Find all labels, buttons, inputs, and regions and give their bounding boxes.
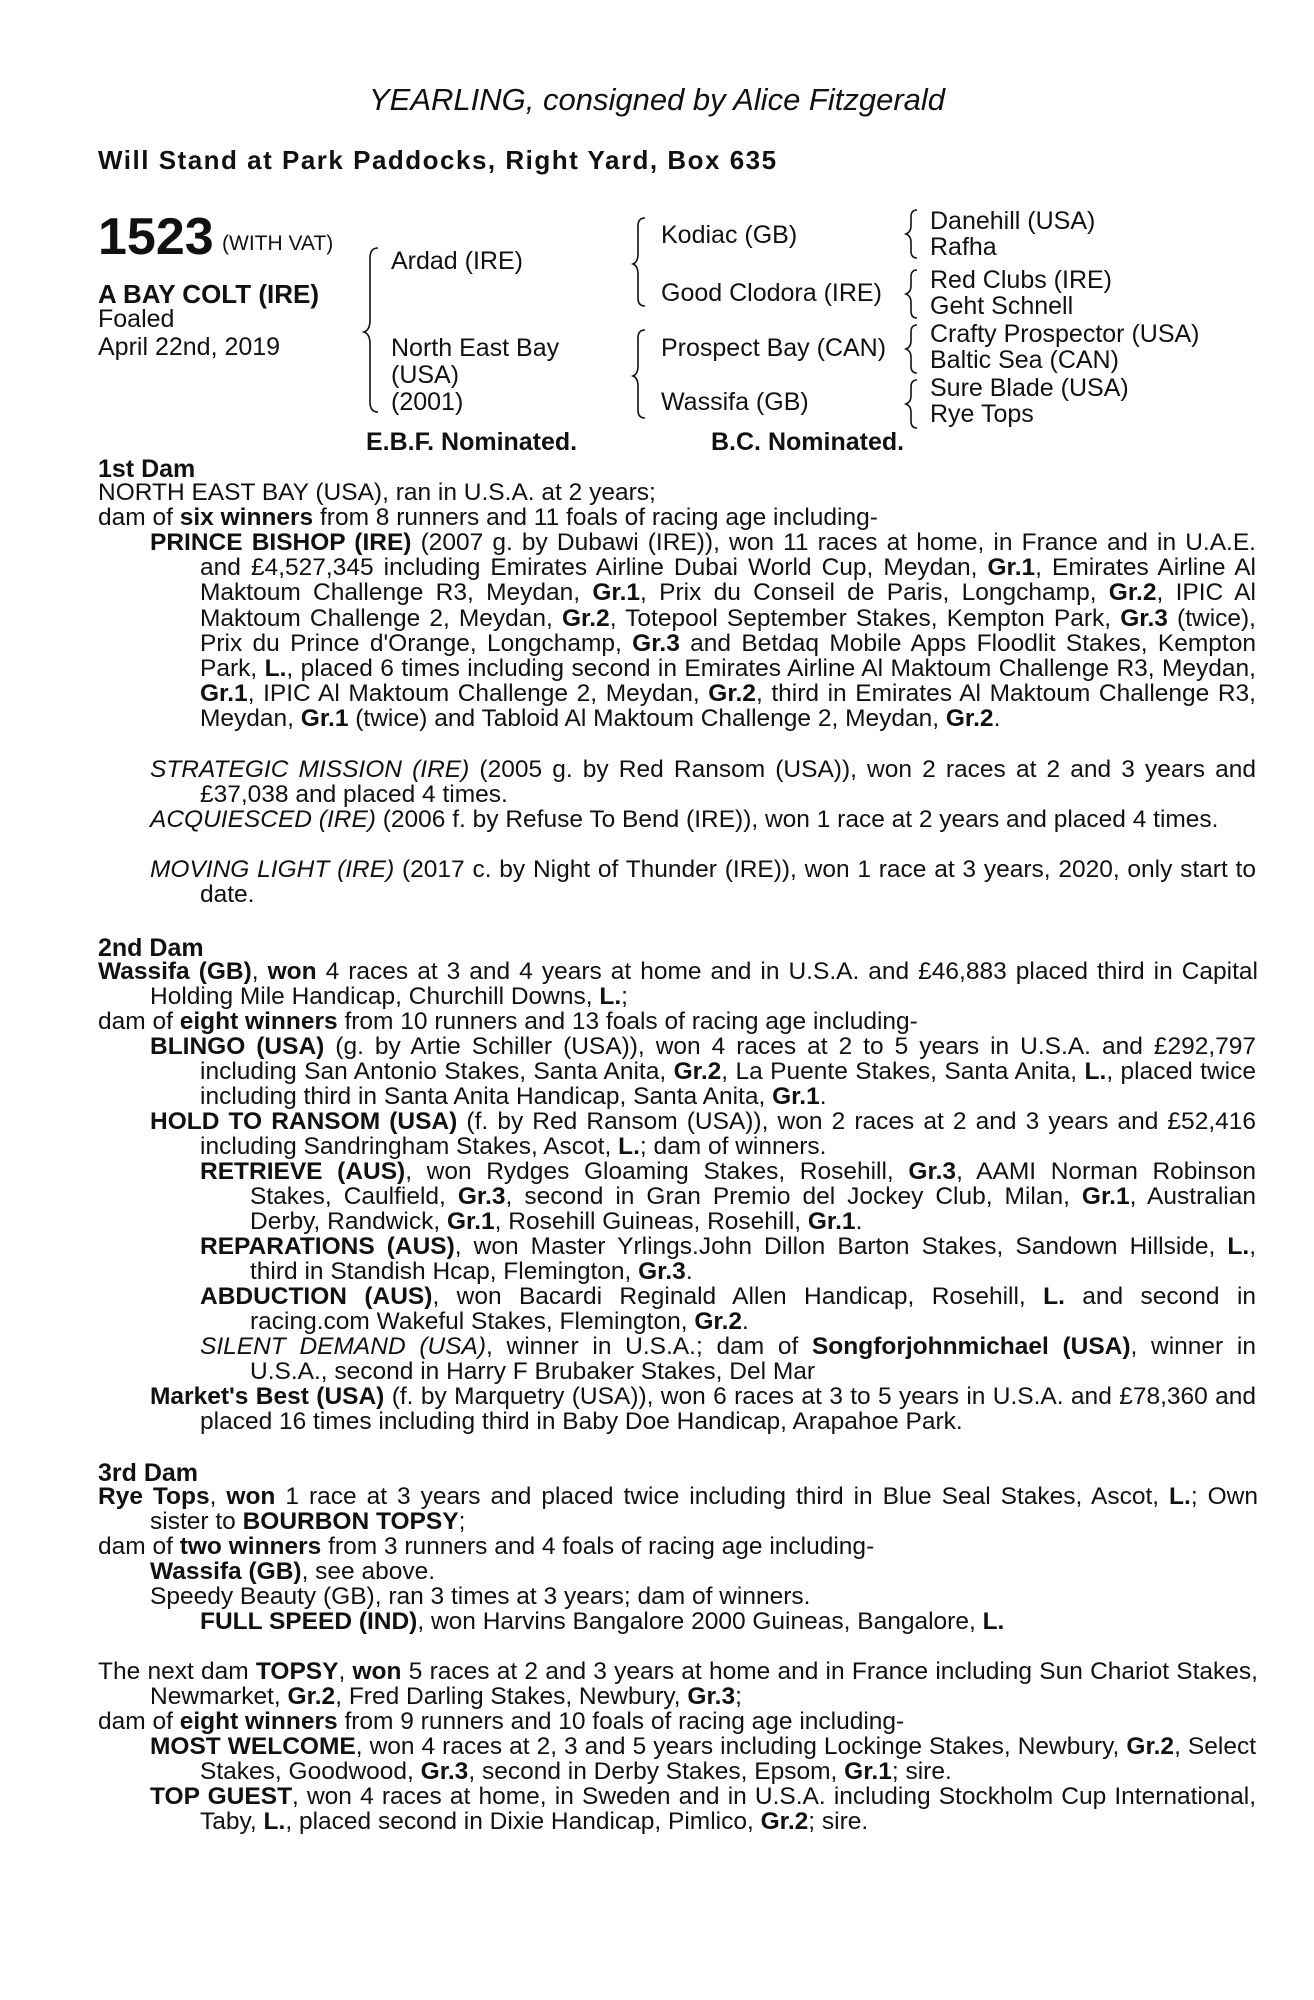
first-dam-line: NORTH EAST BAY (USA), ran in U.S.A. at 2 years; bbox=[98, 479, 656, 506]
sire-dam-sire: Red Clubs (IRE) bbox=[930, 266, 1112, 294]
brace-sire bbox=[633, 218, 645, 306]
second-dam-produce-line: dam of eight winners from 10 runners and 13 foals of racing age including- bbox=[98, 1008, 918, 1035]
brace-gen1 bbox=[364, 248, 378, 412]
wassifa-see-above: Wassifa (GB), see above. bbox=[150, 1558, 436, 1585]
wassifa-entry: Wassifa (GB), won 4 races at 3 and 4 years at home and in U.S.A. and £46,883 placed third in Capital Holding Mile Handicap, Churchill Downs, L.; bbox=[98, 958, 1258, 1011]
third-dam-produce-line: dam of two winners from 3 runners and 4 foals of racing age including- bbox=[98, 1533, 875, 1560]
catalogue-title: YEARLING, consigned by Alice Fitzgerald bbox=[368, 82, 946, 117]
dam-sire-dam: Baltic Sea (CAN) bbox=[930, 346, 1119, 374]
brace-sd bbox=[906, 270, 917, 318]
dam-name-line2: (USA) bbox=[391, 361, 460, 389]
retrieve-entry: RETRIEVE (AUS), won Rydges Gloaming Stakes, Rosehill, Gr.3, AAMI Norman Robinson Stakes, Caulfield, Gr.3, second in Gran Premio del Jockey Club, Milan, Gr.1, Australian Derby, Randwick, Gr.1, Rosehill Guineas, Rosehill, Gr.1. bbox=[200, 1158, 1256, 1236]
acquiesced-entry: ACQUIESCED (IRE) (2006 f. by Refuse To Bend (IRE)), won 1 race at 2 years and placed 4 times. bbox=[150, 806, 1219, 833]
moving-light-entry: MOVING LIGHT (IRE) (2017 c. by Night of Thunder (IRE)), won 1 race at 3 years, 2020, only start to date. bbox=[150, 856, 1256, 909]
stand-location: Will Stand at Park Paddocks, Right Yard, Box 635 bbox=[98, 145, 778, 175]
next-dam-produce-line: dam of eight winners from 9 runners and 10 foals of racing age including- bbox=[98, 1708, 905, 1735]
dam-dam: Wassifa (GB) bbox=[661, 388, 809, 416]
first-dam-produce-line: dam of six winners from 8 runners and 11 foals of racing age including- bbox=[98, 504, 878, 531]
silent-demand-entry: SILENT DEMAND (USA), winner in U.S.A.; dam of Songforjohnmichael (USA), winner in U.S.A., second in Harry F Brubaker Stakes, Del Mar bbox=[200, 1333, 1256, 1386]
dam-dam-dam: Rye Tops bbox=[930, 400, 1034, 428]
brace-dam bbox=[633, 330, 645, 418]
full-speed-entry: FULL SPEED (IND), won Harvins Bangalore 2000 Guineas, Bangalore, L. bbox=[200, 1608, 1005, 1635]
speedy-beauty-entry: Speedy Beauty (GB), ran 3 times at 3 years; dam of winners. bbox=[150, 1583, 811, 1610]
ebf-nominated: E.B.F. Nominated. bbox=[366, 428, 578, 456]
abduction-entry: ABDUCTION (AUS), won Bacardi Reginald Allen Handicap, Rosehill, L. and second in racing.com Wakeful Stakes, Flemington, Gr.2. bbox=[200, 1283, 1257, 1336]
dam-sire-sire: Crafty Prospector (USA) bbox=[930, 320, 1200, 348]
strategic-mission-entry: STRATEGIC MISSION (IRE) (2005 g. by Red Ransom (USA)), won 2 races at 2 and 3 years and £37,038 and placed 4 times. bbox=[150, 756, 1256, 809]
vat-note: (WITH VAT) bbox=[222, 232, 334, 255]
dam-name-line3: (2001) bbox=[391, 388, 464, 416]
first-dam-heading: 1st Dam bbox=[98, 455, 196, 483]
reparations-entry: REPARATIONS (AUS), won Master Yrlings.John Dillon Barton Stakes, Sandown Hillside, L., third in Standish Hcap, Flemington, Gr.3. bbox=[200, 1233, 1256, 1286]
next-dam-entry: The next dam TOPSY, won 5 races at 2 and 3 years at home and in France including Sun Chariot Stakes, Newmarket, Gr.2, Fred Darling Stakes, Newbury, Gr.3; bbox=[98, 1658, 1258, 1711]
sire-sire-dam: Rafha bbox=[930, 233, 997, 261]
dam-name-line1: North East Bay bbox=[391, 334, 560, 362]
blingo-entry: BLINGO (USA) (g. by Artie Schiller (USA)), won 4 races at 2 to 5 years in U.S.A. and £292,797 including San Antonio Stakes, Santa Anita, Gr.2, La Puente Stakes, Santa Anita, L., placed twice including third in Santa Anita Handicap, Santa Anita, Gr.1. bbox=[150, 1033, 1257, 1111]
dam-dam-sire: Sure Blade (USA) bbox=[930, 374, 1129, 402]
sire-sire: Kodiac (GB) bbox=[661, 221, 798, 249]
most-welcome-entry: MOST WELCOME, won 4 races at 2, 3 and 5 years including Lockinge Stakes, Newbury, Gr.2, Select Stakes, Goodwood, Gr.3, second in Derby Stakes, Epsom, Gr.1; sire. bbox=[150, 1733, 1256, 1786]
top-guest-entry: TOP GUEST, won 4 races at home, in Sweden and in U.S.A. including Stockholm Cup International, Taby, L., placed second in Dixie Handicap, Pimlico, Gr.2; sire. bbox=[150, 1783, 1256, 1836]
lot-number: 1523 bbox=[98, 208, 214, 266]
dam-sire: Prospect Bay (CAN) bbox=[661, 334, 887, 362]
prince-bishop-entry: PRINCE BISHOP (IRE) (2007 g. by Dubawi (IRE)), won 11 races at home, in France and in U.A.E. and £4,527,345 including Emirates Airline Dubai World Cup, Meydan, Gr.1, Emirates Airline Al Maktoum Challenge R3, Meydan, Gr.1, Prix du Conseil de Paris, Longchamp, Gr.2, IPIC Al Maktoum Challenge 2, Meydan, Gr.2, Totepool September Stakes, Kempton Park, Gr.3 (twice), Prix du Prince d'Orange, Longchamp, Gr.3 and Betdaq Mobile Apps Floodlit Stakes, Kempton Park, L., placed 6 times including second in Emirates Airline Al Maktoum Challenge R3, Meydan, Gr.1, IPIC Al Maktoum Challenge 2, Meydan, Gr.2, third in Emirates Al Maktoum Challenge R3, Meydan, Gr.1 (twice) and Tabloid Al Maktoum Challenge 2, Meydan, Gr.2. bbox=[150, 529, 1256, 733]
sire-dam-dam: Geht Schnell bbox=[930, 292, 1074, 320]
brace-ss bbox=[906, 210, 917, 258]
third-dam-heading: 3rd Dam bbox=[98, 1459, 199, 1487]
brace-ds bbox=[906, 325, 917, 373]
sire-dam: Good Clodora (IRE) bbox=[661, 279, 882, 307]
markets-best-entry: Market's Best (USA) (f. by Marquetry (USA)), won 6 races at 3 to 5 years in U.S.A. and £78,360 and placed 16 times including third in Baby Doe Handicap, Arapahoe Park. bbox=[150, 1383, 1257, 1436]
brace-dd bbox=[906, 380, 917, 428]
second-dam-heading: 2nd Dam bbox=[98, 934, 204, 962]
foaled-label: Foaled bbox=[98, 305, 175, 333]
lot-name: A BAY COLT (IRE) bbox=[98, 279, 320, 309]
sire-sire-sire: Danehill (USA) bbox=[930, 207, 1096, 235]
bc-nominated: B.C. Nominated. bbox=[711, 428, 905, 456]
sire-name: Ardad (IRE) bbox=[391, 247, 523, 275]
hold-to-ransom-entry: HOLD TO RANSOM (USA) (f. by Red Ransom (USA)), won 2 races at 2 and 3 years and £52,416 including Sandringham Stakes, Ascot, L.; dam of winners. bbox=[150, 1108, 1256, 1161]
foaled-date: April 22nd, 2019 bbox=[98, 333, 281, 361]
rye-tops-entry: Rye Tops, won 1 race at 3 years and placed twice including third in Blue Seal Stakes, Ascot, L.; Own sister to BOURBON TOPSY; bbox=[98, 1483, 1258, 1536]
